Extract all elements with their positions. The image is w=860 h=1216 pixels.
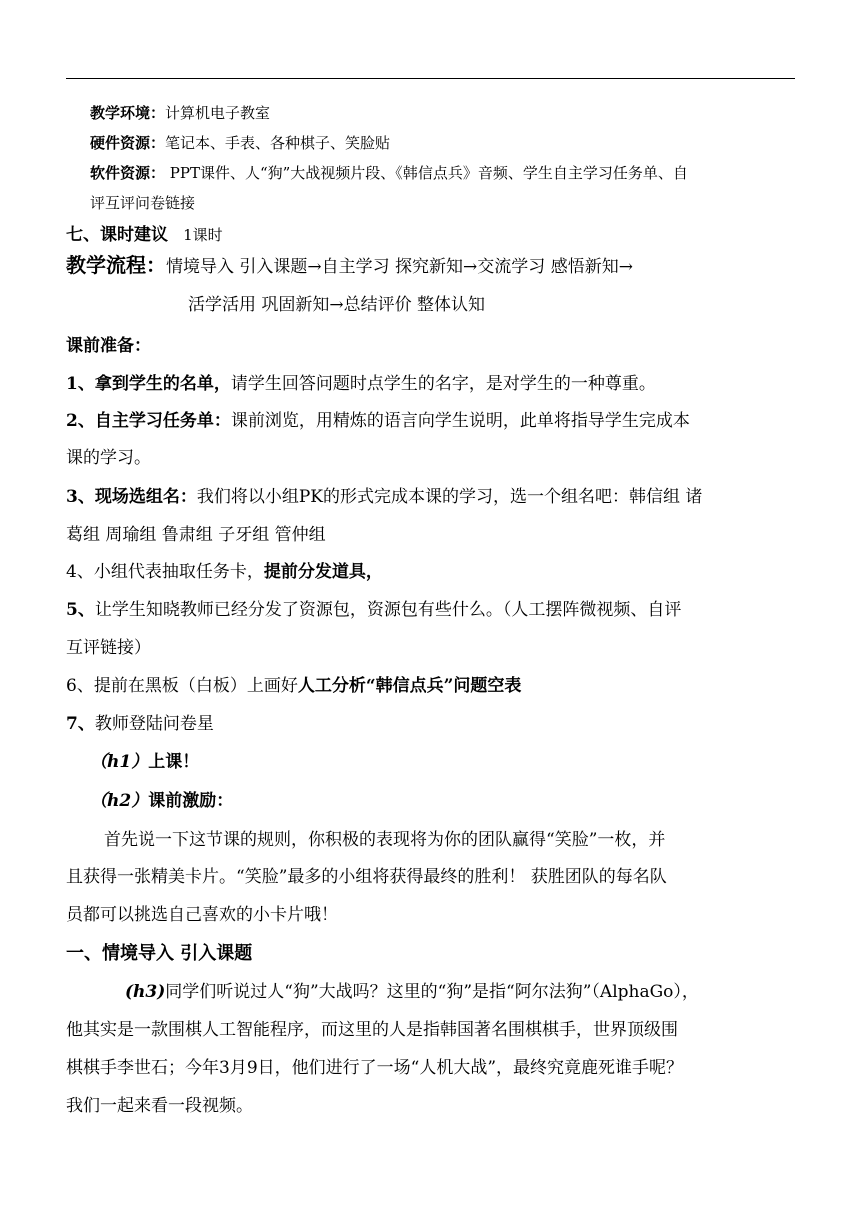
- prep-item-2-cont: 课的学习。: [66, 448, 151, 468]
- prep-heading: 课前准备：: [66, 336, 151, 356]
- section-1-paragraph-line-1: [125, 977, 699, 1002]
- prep-item-1: [66, 369, 656, 394]
- prep-item-5-num: 5、: [66, 600, 95, 620]
- prep-item-3-cont: 葛组 周瑜组 鲁肃组 子牙组 管仲组: [66, 525, 326, 545]
- lesson-hours-value: 1课时: [183, 226, 223, 244]
- software-label: 软件资源：: [90, 164, 166, 182]
- hardware-label: 硬件资源：: [90, 134, 166, 152]
- teaching-flow-steps-cont: 活学活用 巩固新知→总结评价 整体认知: [188, 295, 486, 315]
- prep-item-4-text: 4、小组代表抽取任务卡，: [66, 562, 264, 582]
- software-line: [90, 162, 688, 183]
- prep-item-3-bold: 3、现场选组名：: [66, 487, 197, 507]
- section-1-paragraph-line-4: 我们一起来看一段视频。: [66, 1096, 253, 1116]
- motivation-paragraph-line-1: 首先说一下这节课的规则，你积极的表现将为你的团队赢得“笑脸”一枚，并: [104, 830, 666, 850]
- prep-item-1-bold: 1、拿到学生的名单，: [66, 374, 231, 394]
- hardware-line: [90, 132, 390, 153]
- heading-h2: [90, 786, 233, 811]
- lesson-hours-line: [66, 220, 223, 245]
- prep-item-2-text: 课前浏览，用精炼的语言向学生说明，此单将指导学生完成本: [230, 411, 690, 431]
- h1-text: 上课！: [148, 752, 200, 772]
- prep-item-7-text: 教师登陆问卷星: [94, 714, 214, 734]
- lesson-hours-heading: 七、课时建议: [66, 225, 168, 245]
- section-1-text-1: 同学们听说过人“狗”大战吗？这里的“狗”是指“阿尔法狗”（AlphaGo），: [165, 982, 699, 1002]
- prep-item-6-text: 6、提前在黑板（白板）上画好: [66, 676, 298, 696]
- hardware-value: 笔记本、手表、各种棋子、笑脸贴: [165, 134, 391, 152]
- prep-item-4-bold: 提前分发道具，: [263, 562, 383, 582]
- prep-item-3-text: 我们将以小组PK的形式完成本课的学习，选一个组名吧：韩信组 诸: [196, 487, 703, 507]
- h1-tag: （h1）: [90, 752, 149, 772]
- prep-item-5: [66, 595, 681, 620]
- heading-h1: [90, 747, 199, 772]
- teaching-env-value: 计算机电子教室: [165, 104, 271, 122]
- teaching-env-line: [90, 102, 270, 123]
- motivation-paragraph-line-3: 员都可以挑选自己喜欢的小卡片哦！: [66, 905, 338, 925]
- h3-tag: (h3): [125, 982, 166, 1002]
- prep-item-2-bold: 2、自主学习任务单：: [66, 411, 231, 431]
- prep-item-5-cont: 互评链接）: [66, 638, 151, 658]
- software-line-cont: 评互评问卷链接: [90, 194, 196, 212]
- prep-item-4: [66, 557, 383, 582]
- prep-item-5-text: 让学生知晓教师已经分发了资源包，资源包有些什么。（人工摆阵微视频、自评: [94, 600, 682, 620]
- prep-item-2: [66, 406, 690, 431]
- software-value: PPT课件、人“狗”大战视频片段、《韩信点兵》音频、学生自主学习任务单、自: [165, 164, 688, 182]
- header-rule: [66, 78, 795, 79]
- prep-item-7-num: 7、: [66, 714, 95, 734]
- teaching-flow-label: 教学流程：: [66, 253, 166, 277]
- section-1-paragraph-line-2: 他其实是一款围棋人工智能程序，而这里的人是指韩国著名围棋棋手，世界顶级围: [66, 1020, 678, 1040]
- teaching-flow-steps: 情境导入 引入课题→自主学习 探究新知→交流学习 感悟新知→: [166, 257, 633, 277]
- section-1-paragraph-line-3: 棋棋手李世石；今年3月9日，他们进行了一场“人机大战”，最终究竟鹿死谁手呢？: [66, 1058, 684, 1078]
- section-1-heading: 一、情境导入 引入课题: [66, 943, 253, 964]
- h2-text: 课前激励：: [148, 791, 234, 811]
- motivation-paragraph-line-2: 且获得一张精美卡片。“笑脸”最多的小组将获得最终的胜利！ 获胜团队的每名队: [66, 867, 667, 887]
- prep-item-1-text: 请学生回答问题时点学生的名字，是对学生的一种尊重。: [230, 374, 656, 394]
- h2-tag: （h2）: [90, 791, 149, 811]
- prep-item-6: [66, 671, 521, 696]
- teaching-env-label: 教学环境：: [90, 104, 166, 122]
- prep-item-6-bold: 人工分析“韩信点兵”问题空表: [297, 676, 522, 696]
- prep-item-7: [66, 709, 214, 734]
- teaching-flow-line: [66, 249, 633, 278]
- prep-item-3: [66, 482, 702, 507]
